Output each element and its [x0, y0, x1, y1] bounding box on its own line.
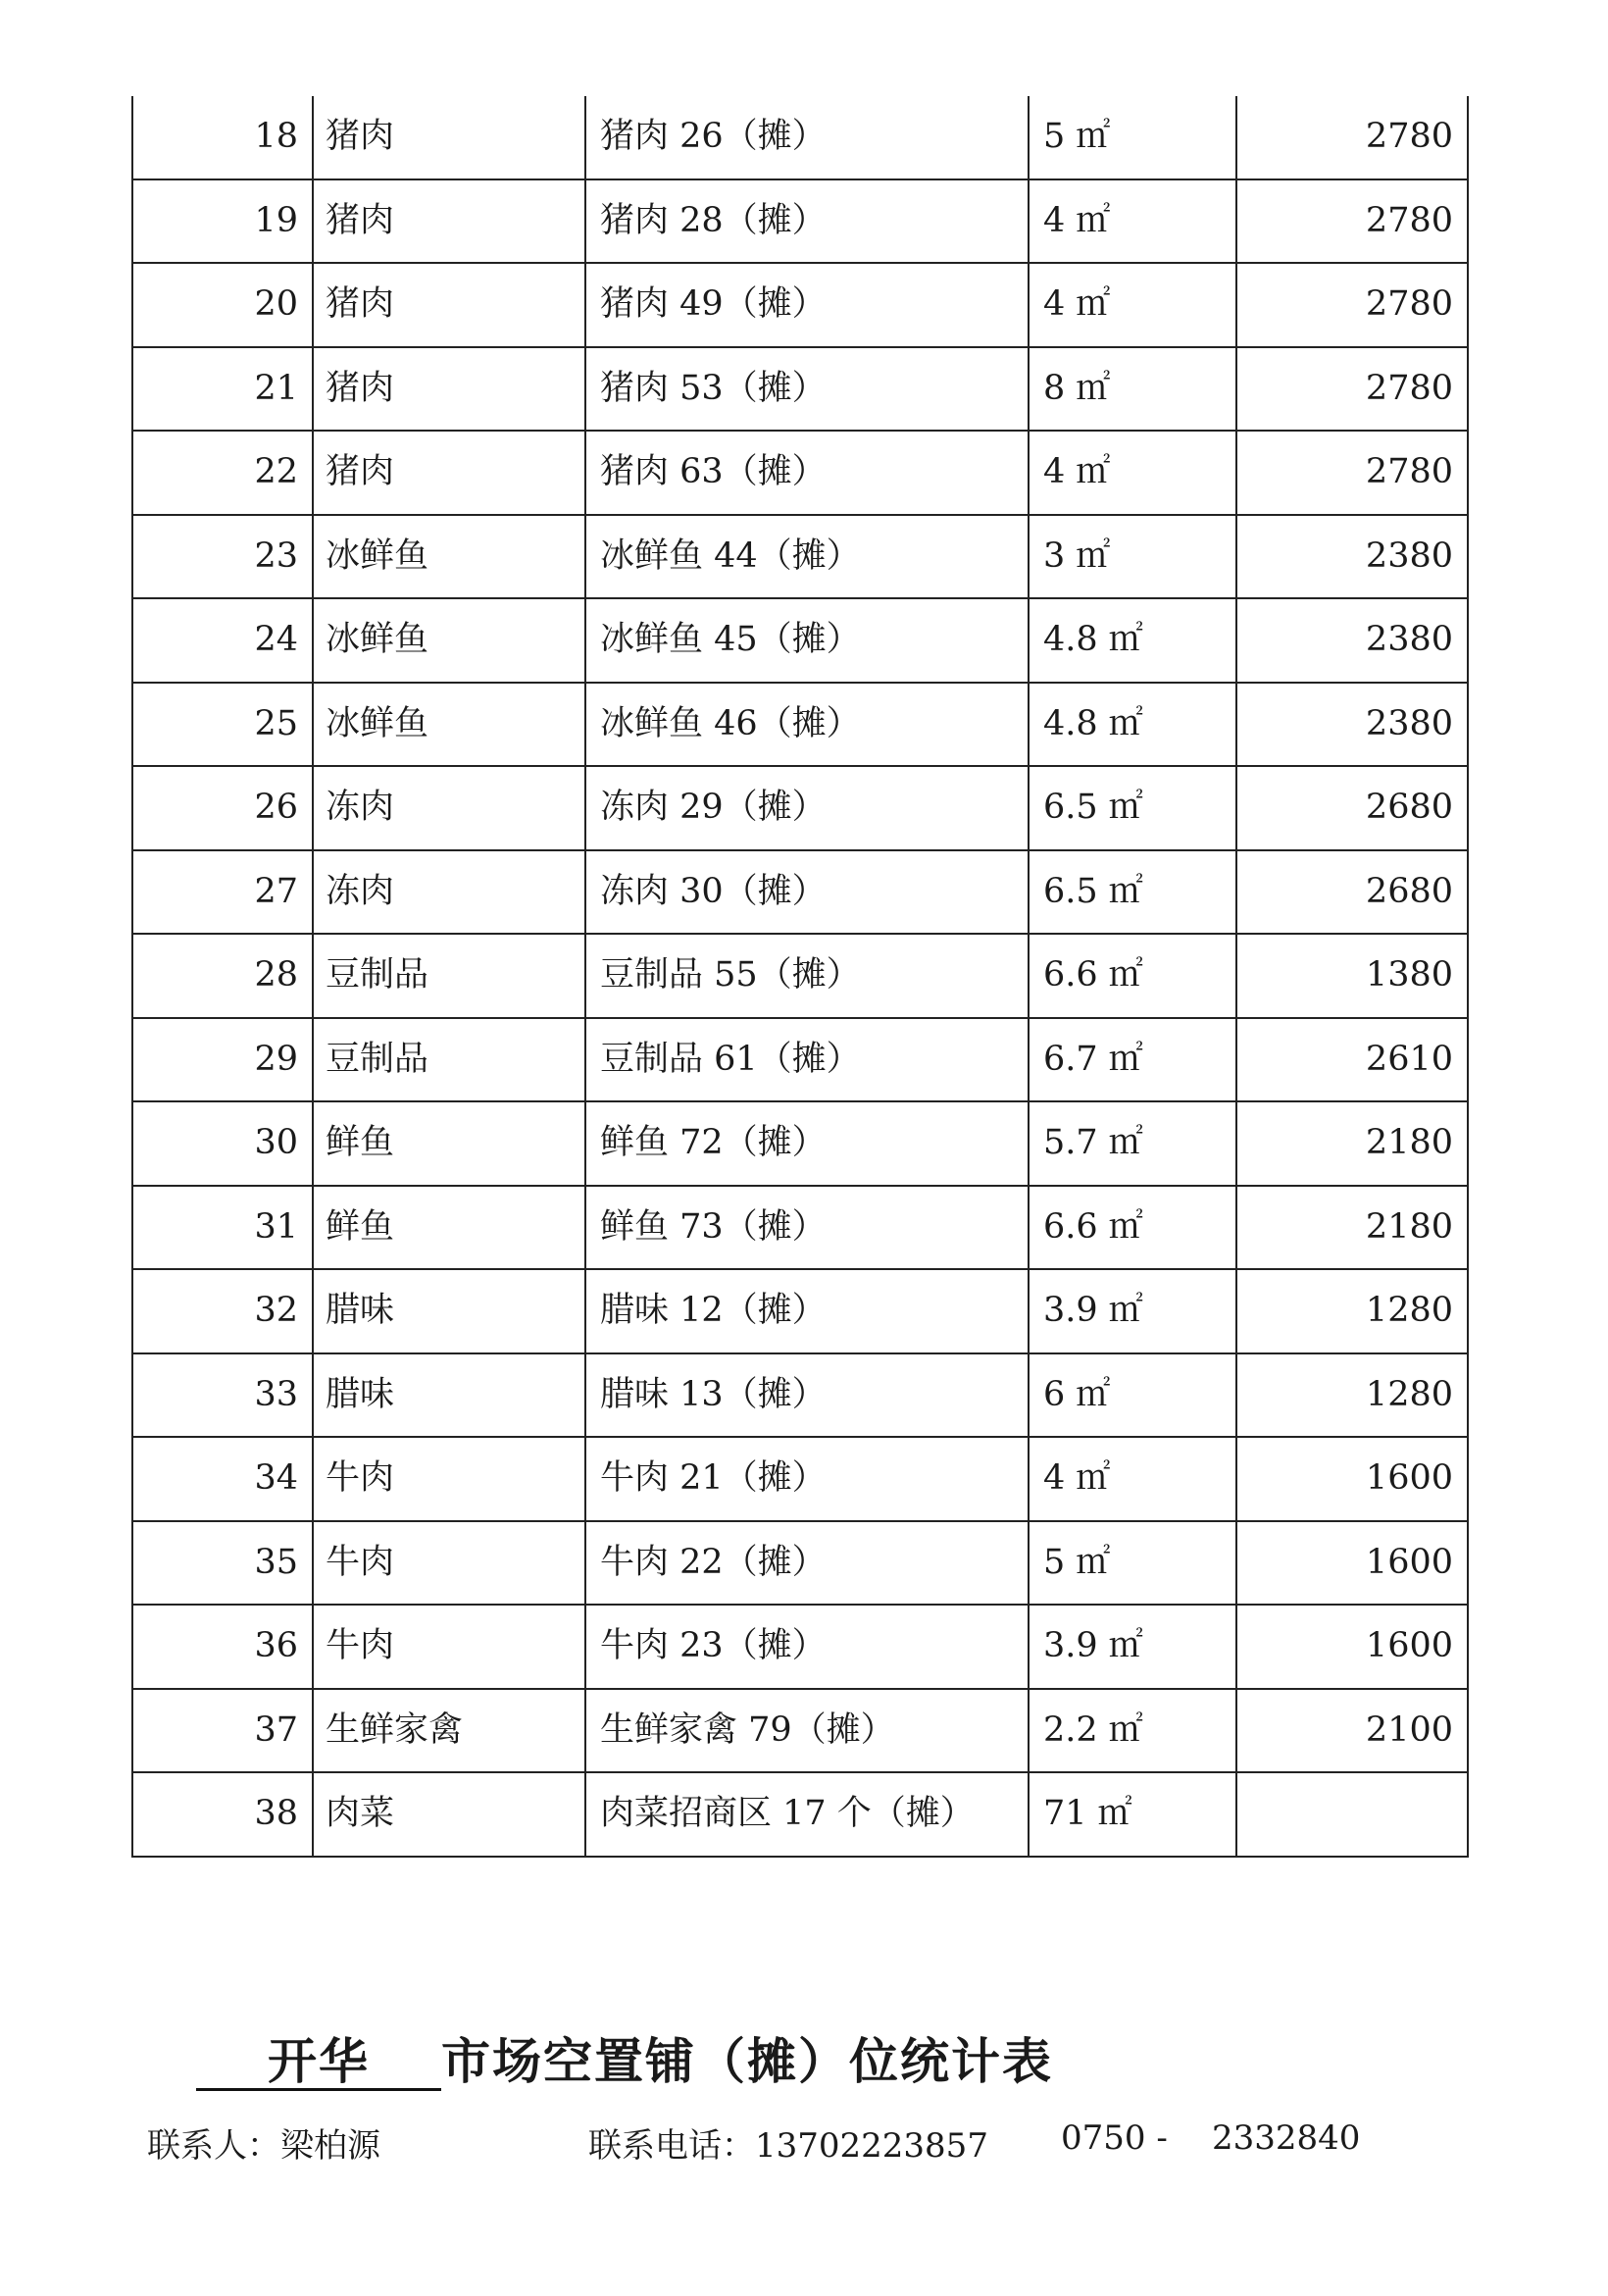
row-area: 5.7 ㎡ [1029, 1101, 1236, 1186]
market-name: 开华 [196, 2034, 441, 2091]
row-category: 冰鲜鱼 [313, 515, 585, 599]
table-row [132, 96, 1468, 179]
row-number: 38 [132, 1772, 313, 1857]
row-stall-name: 猪肉 49（摊） [585, 263, 1029, 347]
row-stall-name: 豆制品 55（摊） [585, 934, 1029, 1018]
row-stall-name: 猪肉 53（摊） [585, 347, 1029, 432]
title-text: 市场空置铺（摊）位统计表 [441, 2032, 1053, 2090]
row-stall-name: 冰鲜鱼 44（摊） [585, 515, 1029, 599]
row-category: 冻肉 [313, 850, 585, 935]
row-number: 33 [132, 1353, 313, 1438]
row-price: 1280 [1236, 1269, 1468, 1353]
row-number: 36 [132, 1605, 313, 1689]
row-stall-name: 牛肉 21（摊） [585, 1437, 1029, 1521]
table-row [132, 683, 1468, 767]
table-row [132, 1437, 1468, 1521]
row-category: 猪肉 [313, 179, 585, 264]
table-row [132, 1353, 1468, 1438]
row-category: 冰鲜鱼 [313, 598, 585, 683]
row-price: 2780 [1236, 431, 1468, 515]
table-row [132, 431, 1468, 515]
row-number: 24 [132, 598, 313, 683]
row-price: 2380 [1236, 515, 1468, 599]
row-category: 猪肉 [313, 347, 585, 432]
vacant-stalls-table-body [132, 96, 1468, 1857]
row-number: 35 [132, 1521, 313, 1606]
row-number: 28 [132, 934, 313, 1018]
row-area: 71 ㎡ [1029, 1772, 1236, 1857]
row-number: 22 [132, 431, 313, 515]
row-area: 4.8 ㎡ [1029, 598, 1236, 683]
row-area: 6.7 ㎡ [1029, 1018, 1236, 1102]
row-area: 8 ㎡ [1029, 347, 1236, 432]
landline-number: 2332840 [1212, 2118, 1361, 2158]
row-number: 29 [132, 1018, 313, 1102]
document-title [196, 2022, 1053, 2093]
table-row [132, 1269, 1468, 1353]
table-row [132, 1772, 1468, 1857]
row-price: 2780 [1236, 179, 1468, 264]
row-category: 猪肉 [313, 431, 585, 515]
vacant-stalls-table [131, 96, 1469, 1858]
row-area: 5 ㎡ [1029, 96, 1236, 179]
row-price: 1600 [1236, 1437, 1468, 1521]
row-number: 25 [132, 683, 313, 767]
row-stall-name: 肉菜招商区 17 个（摊） [585, 1772, 1029, 1857]
row-price: 1600 [1236, 1521, 1468, 1606]
row-area: 5 ㎡ [1029, 1521, 1236, 1606]
row-category: 猪肉 [313, 96, 585, 179]
row-category: 冰鲜鱼 [313, 683, 585, 767]
contact-phone: 联系电话：13702223857 [588, 2126, 988, 2166]
row-number: 19 [132, 179, 313, 264]
row-number: 37 [132, 1689, 313, 1773]
row-price: 2680 [1236, 766, 1468, 850]
row-price: 2100 [1236, 1689, 1468, 1773]
row-stall-name: 豆制品 61（摊） [585, 1018, 1029, 1102]
row-area: 4 ㎡ [1029, 1437, 1236, 1521]
row-category: 豆制品 [313, 934, 585, 1018]
row-category: 豆制品 [313, 1018, 585, 1102]
row-price: 2780 [1236, 347, 1468, 432]
row-number: 32 [132, 1269, 313, 1353]
row-price: 2180 [1236, 1186, 1468, 1270]
row-number: 18 [132, 96, 313, 179]
row-area: 2.2 ㎡ [1029, 1689, 1236, 1773]
table-row [132, 1186, 1468, 1270]
row-area: 4 ㎡ [1029, 431, 1236, 515]
row-category: 猪肉 [313, 263, 585, 347]
row-category: 冻肉 [313, 766, 585, 850]
row-category: 牛肉 [313, 1605, 585, 1689]
row-category: 鲜鱼 [313, 1101, 585, 1186]
row-number: 21 [132, 347, 313, 432]
table-row [132, 1101, 1468, 1186]
row-category: 鲜鱼 [313, 1186, 585, 1270]
row-price: 1600 [1236, 1605, 1468, 1689]
table-row [132, 1605, 1468, 1689]
table-row [132, 179, 1468, 264]
row-number: 23 [132, 515, 313, 599]
table-row [132, 347, 1468, 432]
row-stall-name: 腊味 13（摊） [585, 1353, 1029, 1438]
area-code: 0750 - [1061, 2118, 1168, 2158]
row-category: 腊味 [313, 1269, 585, 1353]
row-area: 6 ㎡ [1029, 1353, 1236, 1438]
table-row [132, 1018, 1468, 1102]
row-category: 肉菜 [313, 1772, 585, 1857]
row-category: 腊味 [313, 1353, 585, 1438]
table-row [132, 1521, 1468, 1606]
row-stall-name: 冰鲜鱼 46（摊） [585, 683, 1029, 767]
row-stall-name: 生鲜家禽 79（摊） [585, 1689, 1029, 1773]
table-row [132, 850, 1468, 935]
row-stall-name: 冻肉 29（摊） [585, 766, 1029, 850]
table-row [132, 263, 1468, 347]
row-price: 2680 [1236, 850, 1468, 935]
row-stall-name: 猪肉 26（摊） [585, 96, 1029, 179]
row-area: 4 ㎡ [1029, 179, 1236, 264]
table-row [132, 598, 1468, 683]
row-price: 2380 [1236, 683, 1468, 767]
row-area: 4.8 ㎡ [1029, 683, 1236, 767]
row-number: 30 [132, 1101, 313, 1186]
row-price: 1280 [1236, 1353, 1468, 1438]
contact-person: 联系人：梁柏源 [147, 2126, 380, 2166]
row-stall-name: 鲜鱼 73（摊） [585, 1186, 1029, 1270]
row-category: 牛肉 [313, 1437, 585, 1521]
row-area: 3.9 ㎡ [1029, 1269, 1236, 1353]
row-price: 1380 [1236, 934, 1468, 1018]
table-row [132, 515, 1468, 599]
row-number: 27 [132, 850, 313, 935]
row-area: 4 ㎡ [1029, 263, 1236, 347]
row-area: 3 ㎡ [1029, 515, 1236, 599]
row-price: 2380 [1236, 598, 1468, 683]
row-price: 2780 [1236, 263, 1468, 347]
row-stall-name: 牛肉 23（摊） [585, 1605, 1029, 1689]
table-row [132, 766, 1468, 850]
table-row [132, 934, 1468, 1018]
row-area: 6.5 ㎡ [1029, 850, 1236, 935]
row-price [1236, 1772, 1468, 1857]
row-area: 6.6 ㎡ [1029, 1186, 1236, 1270]
row-stall-name: 牛肉 22（摊） [585, 1521, 1029, 1606]
row-stall-name: 猪肉 63（摊） [585, 431, 1029, 515]
row-stall-name: 腊味 12（摊） [585, 1269, 1029, 1353]
row-number: 34 [132, 1437, 313, 1521]
row-area: 6.5 ㎡ [1029, 766, 1236, 850]
row-number: 20 [132, 263, 313, 347]
row-category: 牛肉 [313, 1521, 585, 1606]
row-category: 生鲜家禽 [313, 1689, 585, 1773]
row-number: 26 [132, 766, 313, 850]
row-stall-name: 鲜鱼 72（摊） [585, 1101, 1029, 1186]
row-area: 3.9 ㎡ [1029, 1605, 1236, 1689]
table-row [132, 1689, 1468, 1773]
row-area: 6.6 ㎡ [1029, 934, 1236, 1018]
row-price: 2180 [1236, 1101, 1468, 1186]
row-price: 2780 [1236, 96, 1468, 179]
row-stall-name: 冰鲜鱼 45（摊） [585, 598, 1029, 683]
row-price: 2610 [1236, 1018, 1468, 1102]
row-stall-name: 猪肉 28（摊） [585, 179, 1029, 264]
row-stall-name: 冻肉 30（摊） [585, 850, 1029, 935]
row-number: 31 [132, 1186, 313, 1270]
